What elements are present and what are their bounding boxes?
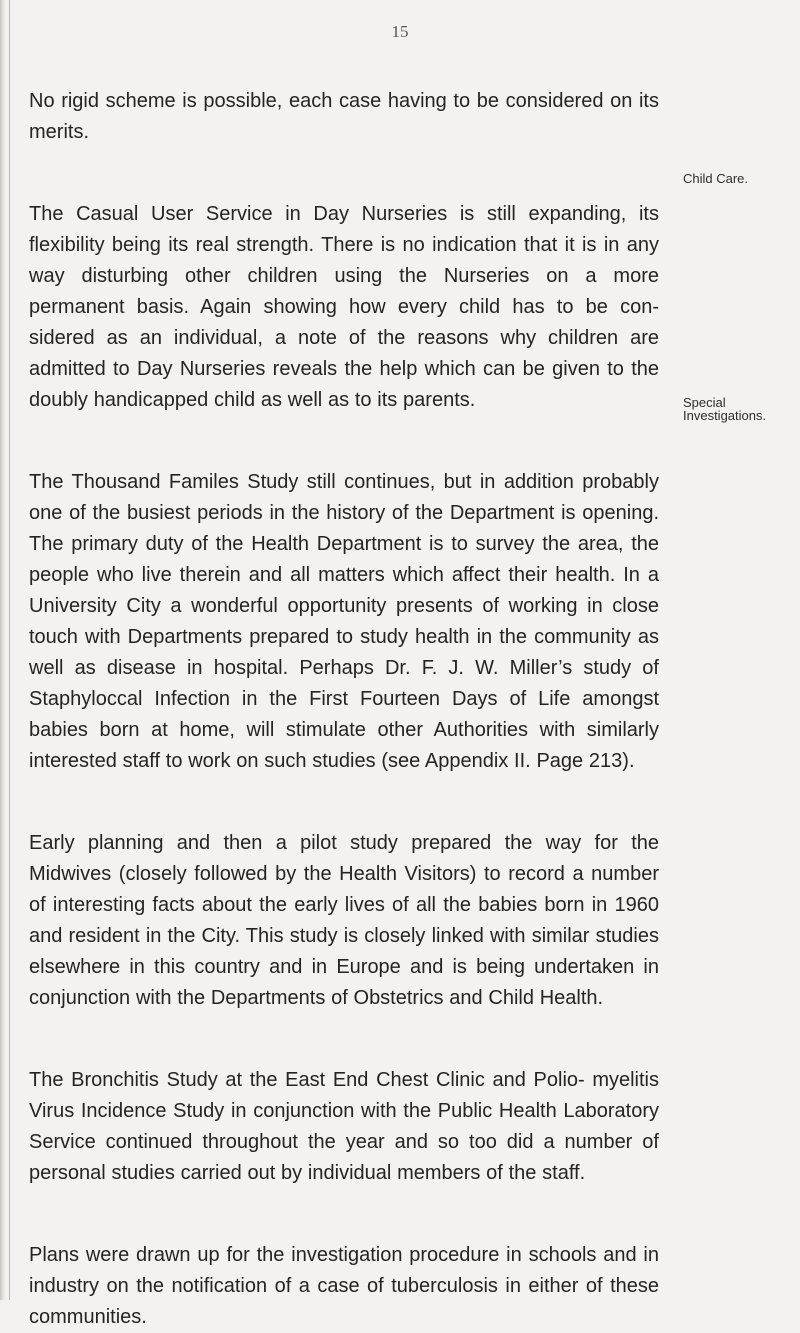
paragraph-bronchitis-study: The Bronchitis Study at the East End Chest Clinic and Polio- myelitis Virus Incidence Study in conjunction with the Public Health Laboratory Service continued throughout the year and so too did a number of personal studies carried out by individual members of the staff. xyxy=(29,1069,659,1184)
margin-note-special-investigations: Special Investigations. xyxy=(683,395,767,423)
paragraph-casual-user-service: The Casual User Service in Day Nurseries is still expanding, its flexibility being its real strength. There is no indication that it is in any way disturbing other children using the Nurseries on a more permanent basis. Again showing how every child has to be con- sidered as an individual, a note of the reasons why children are admitted to Day Nurseries reveals the help which can be given to the doubly handicapped child as well as to its parents. xyxy=(29,203,659,411)
paragraph-early-planning: Early planning and then a pilot study prepared the way for the Midwives (closely followed by the Health Visitors) to record a number of interesting facts about the early lives of all the babies born in 1960 and resident in the City. This study is closely linked with similar studies elsewhere in this country and in Europe and is being undertaken in conjunction with the Departments of Obstetrics and Child Health. xyxy=(29,832,659,1009)
page-binding-line xyxy=(9,0,10,1300)
page-binding-edge xyxy=(0,0,6,1300)
paragraph-thousand-families-study: The Thousand Familes Study still continues, but in addition probably one of the busiest periods in the history of the Department is opening. The primary duty of the Health Department is to survey the area, the people who live therein and all matters which affect their health. In a University City a wonderful opportunity presents of working in close touch with Departments prepared to study health in the community as well as disease in hospital. Perhaps Dr. F. J. W. Miller’s study of Staphyloccal Infection in the First Fourteen Days of Life amongst babies born at home, will stimulate other Authorities with similarly interested staff to work on such studies (see Appendix II. Page 213). xyxy=(29,471,659,772)
page-number: 15 xyxy=(391,22,409,41)
margin-note-child-care: Child Care. xyxy=(683,171,749,186)
body-text xyxy=(29,86,659,1333)
paragraph-case-merits: No rigid scheme is possible, each case having to be considered on its merits. xyxy=(29,90,659,143)
paragraph-tuberculosis-plans: Plans were drawn up for the investigation procedure in schools and in industry on the notification of a case of tuberculosis in either of these communities. xyxy=(29,1244,659,1328)
